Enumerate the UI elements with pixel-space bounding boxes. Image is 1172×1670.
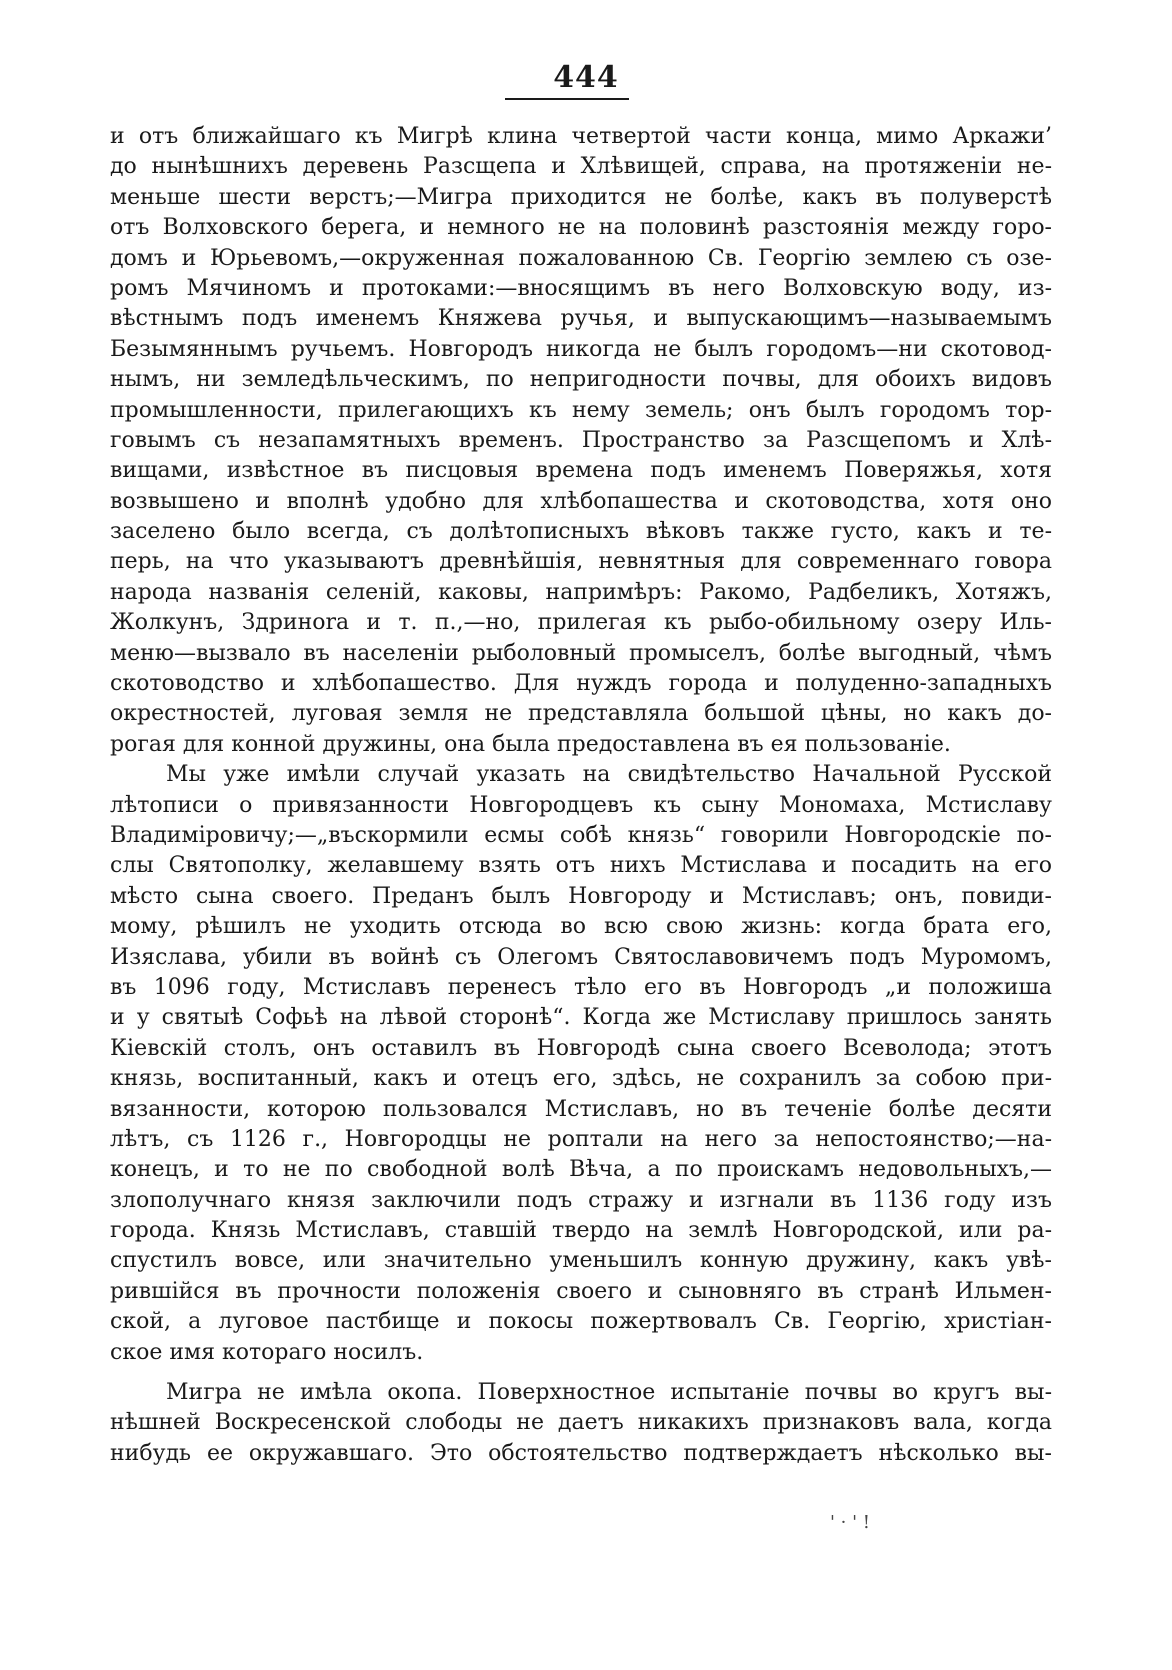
text-line: города. Князь Мстиславъ, ставшій твердо на землѣ Новгородской, или ра- — [110, 1218, 1052, 1244]
text-line: скотоводство и хлѣбопашество. Для нуждъ города и полуденно-западныхъ — [110, 671, 1052, 697]
text-line: Мы уже имѣли случай указать на свидѣтельство Начальной Русской — [166, 762, 1052, 788]
text-line: ромъ Мячиномъ и протоками:—вносящимъ въ него Волховскую воду, из- — [110, 275, 1052, 301]
text-line: говымъ съ незапамятныхъ временъ. Пространство за Разсщепомъ и Хлѣ- — [110, 427, 1052, 453]
text-line: Жолкунъ, Здриноrа и т. п.,—но, прилегая къ рыбо-обильному озеру Иль- — [110, 610, 1052, 636]
text-line: нымъ, ни земледѣльческимъ, по непригодности почвы, для обоихъ видовъ — [110, 367, 1052, 393]
text-line: перь, на что указываютъ древнѣйшія, невнятныя для современнаго говора — [110, 549, 1052, 575]
text-line: мому, рѣшилъ не уходить отсюда во всю свою жизнь: когда брата его, — [110, 914, 1052, 940]
page-number: 444 — [553, 60, 619, 95]
text-line: Изяслава, убили въ войнѣ съ Олегомъ Святославовичемъ подъ Муромомъ, — [110, 944, 1052, 970]
text-line: возвышено и вполнѣ удобно для хлѣбопашества и скотоводства, хотя оно — [110, 488, 1052, 514]
text-line: лѣтъ, съ 1126 г., Новгородцы не роптали на него за непостоянство;—на- — [110, 1126, 1052, 1152]
text-line: домъ и Юрьевомъ,—окруженная пожалованною Св. Георгію землею съ озе- — [110, 245, 1052, 271]
text-line: слы Святополку, желавшему взять отъ нихъ Мстислава и посадить на его — [110, 853, 1052, 879]
text-line: меню—вызвало въ населеніи рыболовный промыселъ, болѣе выгодный, чѣмъ — [110, 640, 1052, 666]
text-line: до нынѣшнихъ деревень Разсщепа и Хлѣвищей, справа, на протяженіи не- — [110, 154, 1052, 180]
text-line: ской, а луговое пастбище и покосы пожертвовалъ Св. Георгію, христіан- — [110, 1309, 1052, 1335]
text-line: вищами, извѣстное въ писцовыя времена подъ именемъ Поверяжья, хотя — [110, 458, 1052, 484]
text-line: заселено было всегда, съ долѣтописныхъ вѣковъ также густо, какъ и те- — [110, 519, 1052, 545]
text-line: меньше шести верстъ;—Мигра приходится не болѣе, какъ въ полуверстѣ — [110, 184, 1052, 210]
body-text — [110, 122, 1052, 1469]
text-line: и у святыѣ Софьѣ на лѣвой сторонѣ“. Когда же Мстиславу пришлось занять — [110, 1005, 1052, 1031]
text-line: въ 1096 году, Мстиславъ перенесъ тѣло его въ Новгородъ „и положиша — [110, 974, 1052, 1000]
text-line: Безымяннымъ ручьемъ. Новгородъ никогда не былъ городомъ—ни скотовод- — [110, 336, 1052, 362]
text-line: злополучнаго князя заключили подъ стражу и изгнали въ 1136 году изъ — [110, 1187, 1052, 1213]
text-line: ское имя котораго носилъ. — [110, 1339, 424, 1365]
text-line: рогая для конной дружины, она была предоставлена въ ея пользованіе. — [110, 731, 951, 757]
text-line: вязанности, которою пользовался Мстиславъ, но въ теченіе болѣе десяти — [110, 1096, 1052, 1122]
text-line: вѣстнымъ подъ именемъ Княжева ручья, и выпускающимъ—называемымъ — [110, 306, 1052, 332]
text-line: конецъ, и то не по свободной волѣ Вѣча, а по проискамъ недовольныхъ,— — [110, 1157, 1052, 1183]
stray-marks: ' · ' ! — [830, 1512, 871, 1533]
text-line: князь, воспитанный, какъ и отецъ его, здѣсь, не сохранилъ за собою при- — [110, 1066, 1052, 1092]
text-line: спустилъ вовсе, или значительно уменьшилъ конную дружину, какъ увѣ- — [110, 1248, 1052, 1274]
text-line: отъ Волховского берега, и немного не на половинѣ разстоянія между горо- — [110, 215, 1052, 241]
text-line: лѣтописи о привязанности Новгородцевъ къ сыну Мономаха, Мстиславу — [110, 792, 1052, 818]
text-line: Владиміровичу;—„въскормили есмы собѣ князь“ говорили Новгородскіе по- — [110, 822, 1052, 848]
text-line: окрестностей, луговая земля не представляла большой цѣны, но какъ до- — [110, 701, 1052, 727]
text-line: народа названія селеній, каковы, напримѣръ: Ракомо, Радбеликъ, Хотяжъ, — [110, 579, 1052, 605]
text-line: Кіевскій столъ, онъ оставилъ въ Новгородѣ сына своего Всеволода; этотъ — [110, 1035, 1052, 1061]
text-line: нѣшней Воскресенской слободы не даетъ никакихъ признаковъ вала, когда — [110, 1410, 1052, 1436]
text-line: нибудь ее окружавшаго. Это обстоятельство подтверждаетъ нѣсколько вы- — [110, 1440, 1052, 1466]
text-line: рившійся въ прочности положенія своего и сыновняго въ странѣ Ильмен- — [110, 1278, 1052, 1304]
text-line: промышленности, прилегающихъ къ нему земель; онъ былъ городомъ тор- — [110, 397, 1052, 423]
text-line: и отъ ближайшаго къ Мигрѣ клина четвертой части конца, мимо Аркажи’ — [110, 124, 1052, 149]
text-line: Мигра не имѣла окопа. Поверхностное испытаніе почвы во кругъ вы- — [166, 1380, 1052, 1406]
text-line: мѣсто сына своего. Преданъ былъ Новгороду и Мстиславъ; онъ, повиди- — [110, 883, 1052, 909]
header-rule — [505, 98, 629, 100]
